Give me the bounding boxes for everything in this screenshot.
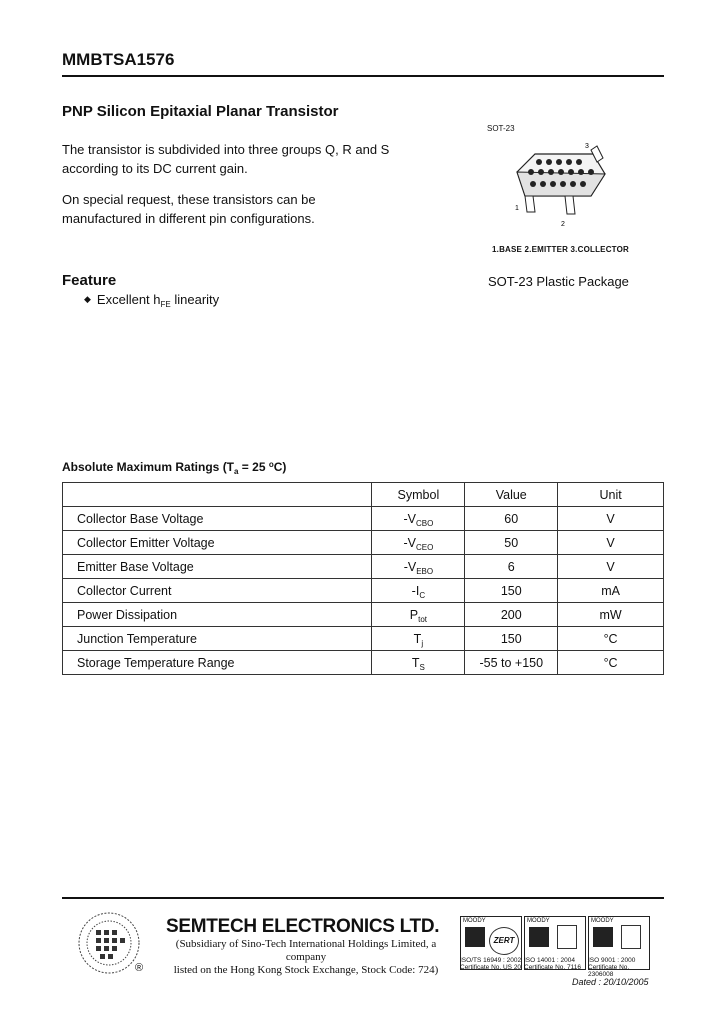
table-row <box>63 651 664 675</box>
diamond-bullet-icon: ◆ <box>84 294 91 304</box>
table-row <box>63 579 664 603</box>
semtech-logo-icon <box>76 910 142 976</box>
pin-number-2: 2 <box>561 221 565 228</box>
checkmark-shield-icon <box>621 925 641 949</box>
symbol-cell: $-V_{EBO}$ <box>372 555 465 579</box>
param-cell: Storage Temperature Range <box>63 651 372 675</box>
header-rule <box>62 75 664 77</box>
header-symbol: Symbol <box>372 483 465 507</box>
dated-text: Dated : 20/10/2005 <box>572 977 649 987</box>
checkmark-shield-icon <box>557 925 577 949</box>
table-header-row <box>63 483 664 507</box>
table-row <box>63 531 664 555</box>
zert-badge-icon: ZERT <box>489 927 519 955</box>
package-name: SOT-23 Plastic Package <box>488 274 629 289</box>
table-row <box>63 507 664 531</box>
ratings-title: Absolute Maximum Ratings ($T_a = 25$ $^o$C) <box>62 460 287 476</box>
cert-badge-iso14001: MOODY <box>524 916 586 970</box>
pin-number-3: 3 <box>585 143 589 150</box>
absolute-max-ratings-table <box>62 482 664 675</box>
symbol-cell: $-I_C$ <box>372 579 465 603</box>
unit-cell: V <box>558 531 664 555</box>
param-cell: Power Dissipation <box>63 603 372 627</box>
header-value: Value <box>465 483 558 507</box>
moody-m-icon <box>529 927 549 947</box>
feature-title: Feature <box>62 272 117 289</box>
value-cell: 150 <box>465 579 558 603</box>
unit-cell: °C <box>558 627 664 651</box>
table-row <box>63 627 664 651</box>
value-cell: 200 <box>465 603 558 627</box>
symbol-cell: $-V_{CBO}$ <box>372 507 465 531</box>
symbol-cell: $P_{tot}$ <box>372 603 465 627</box>
sot23-package-drawing <box>505 140 615 240</box>
cert-badge-ts16949: MOODY ZERT <box>460 916 522 970</box>
header-parameter <box>63 483 372 507</box>
unit-cell: mW <box>558 603 664 627</box>
cert-caption-3: ISO 9001 : 2000 Certificate No. 2306008 <box>588 957 636 978</box>
document-subtitle: PNP Silicon Epitaxial Planar Transistor <box>62 103 339 120</box>
value-cell: 6 <box>465 555 558 579</box>
company-subsidiary-text: (Subsidiary of Sino-Tech International Holdings Limited, a company listed on the Hong Kong Stock Exchange, Stock Code: 724) <box>173 938 439 976</box>
param-cell: Junction Temperature <box>63 627 372 651</box>
cert-caption-1: ISO/TS 16949 : 2002 Certificate No. US 20 <box>460 957 522 971</box>
registered-mark: ® <box>135 962 144 974</box>
value-cell: 150 <box>465 627 558 651</box>
package-label: SOT-23 <box>487 124 515 133</box>
feature-item: ◆ Excellent $h_{FE}$ linearity <box>84 292 220 309</box>
unit-cell: V <box>558 507 664 531</box>
symbol-cell: $-V_{CEO}$ <box>372 531 465 555</box>
param-cell: Collector Emitter Voltage <box>63 531 372 555</box>
pin-caption: 1.BASE 2.EMITTER 3.COLLECTOR <box>492 245 630 254</box>
value-cell: -55 to +150 <box>465 651 558 675</box>
unit-cell: mA <box>558 579 664 603</box>
value-cell: 50 <box>465 531 558 555</box>
moody-m-icon <box>593 927 613 947</box>
description-paragraph-1: The transistor is subdivided into three groups Q, R and S according to its DC current gain. <box>62 142 390 176</box>
param-cell: Emitter Base Voltage <box>63 555 372 579</box>
moody-m-icon <box>465 927 485 947</box>
param-cell: Collector Base Voltage <box>63 507 372 531</box>
header-unit: Unit <box>558 483 664 507</box>
part-number: MMBTSA1576 <box>62 50 175 69</box>
unit-cell: V <box>558 555 664 579</box>
table-row <box>63 603 664 627</box>
cert-badge-iso9001: MOODY <box>588 916 650 970</box>
symbol-cell: $T_S$ <box>372 651 465 675</box>
value-cell: 60 <box>465 507 558 531</box>
cert-caption-2: ISO 14001 : 2004 Certificate No. 7116 <box>524 957 581 971</box>
footer-rule <box>62 897 664 899</box>
pin-number-1: 1 <box>515 205 519 212</box>
table-row <box>63 555 664 579</box>
param-cell: Collector Current <box>63 579 372 603</box>
unit-cell: °C <box>558 651 664 675</box>
description-paragraph-2: On special request, these transistors can be manufactured in different pin configurations. <box>62 192 316 226</box>
symbol-cell: $T_j$ <box>372 627 465 651</box>
company-name: SEMTECH ELECTRONICS LTD. <box>166 916 440 937</box>
